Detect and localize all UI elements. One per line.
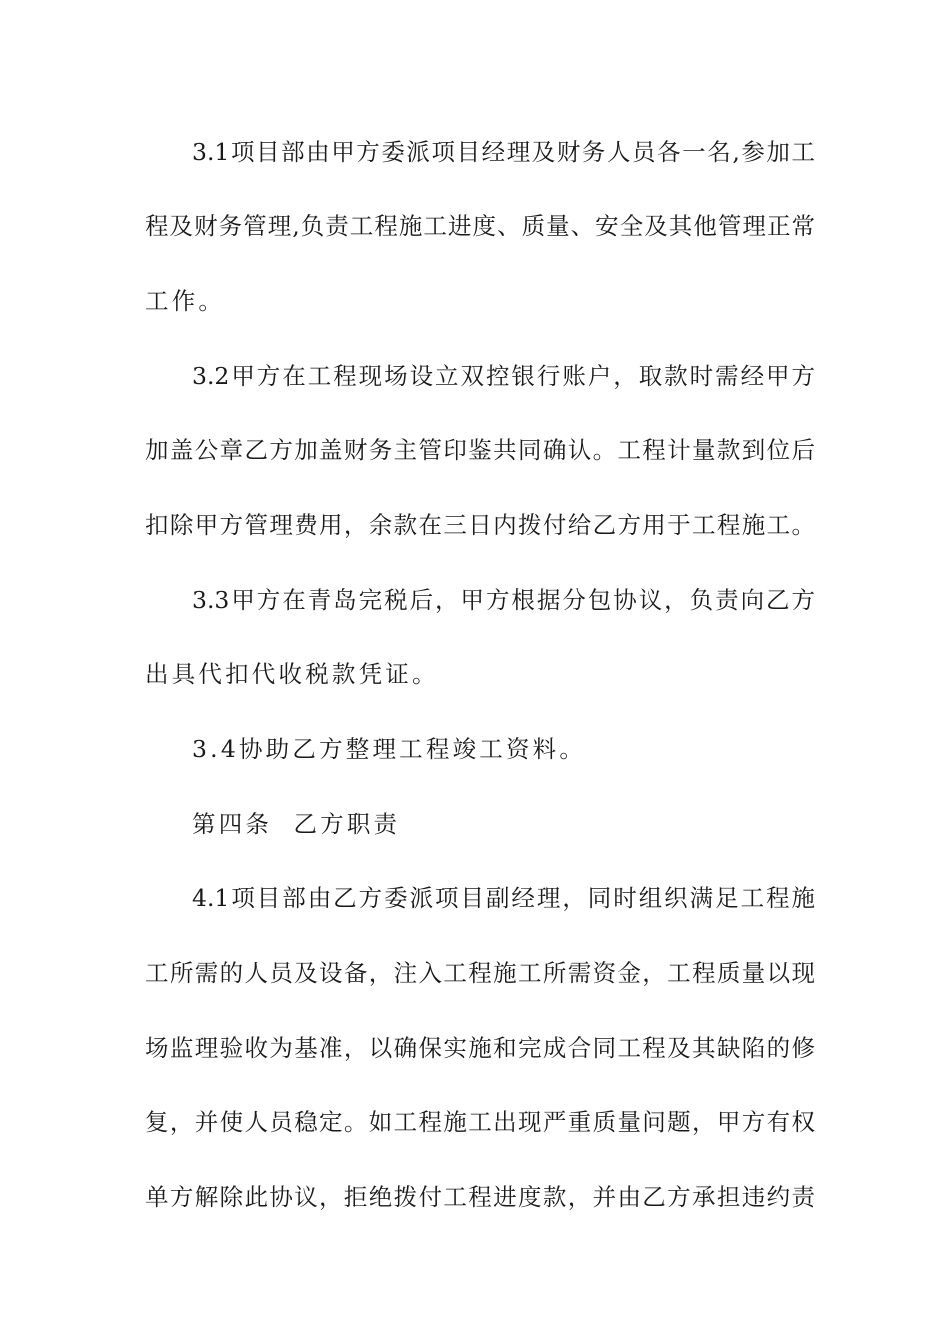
clause-3-2-line-2: 加盖公章乙方加盖财务主管印鉴共同确认。工程计量款到位后 bbox=[145, 436, 815, 464]
clause-3-3-line-2: 出具代扣代收税款凭证。 bbox=[145, 660, 439, 688]
clause-3-2-line-3: 扣除甲方管理费用，余款在三日内拨付给乙方用于工程施工。 bbox=[145, 511, 815, 539]
clause-3-1-line-2: 程及财务管理,负责工程施工进度、质量、安全及其他管理正常 bbox=[145, 212, 815, 240]
clause-3-2-line-1: 3.2甲方在工程现场设立双控银行账户，取款时需经甲方 bbox=[192, 362, 815, 390]
clause-3-1-line-3: 工作。 bbox=[145, 287, 226, 315]
clause-3-1-line-1: 3.1项目部由甲方委派项目经理及财务人员各一名,参加工 bbox=[192, 138, 815, 166]
clause-4-1-line-4: 复，并使人员稳定。如工程施工出现严重质量问题，甲方有权 bbox=[145, 1108, 815, 1136]
article-4-heading: 第四条 乙方职责 bbox=[192, 810, 401, 838]
clause-4-1-line-2: 工所需的人员及设备，注入工程施工所需资金，工程质量以现 bbox=[145, 959, 815, 987]
clause-3-4-line-1: 3.4协助乙方整理工程竣工资料。 bbox=[192, 735, 587, 763]
clause-4-1-line-5: 单方解除此协议，拒绝拨付工程进度款，并由乙方承担违约责 bbox=[145, 1183, 815, 1211]
clause-4-1-line-3: 场监理验收为基准，以确保实施和完成合同工程及其缺陷的修 bbox=[145, 1034, 815, 1062]
clause-3-3-line-1: 3.3甲方在青岛完税后，甲方根据分包协议，负责向乙方 bbox=[192, 586, 815, 614]
clause-4-1-line-1: 4.1项目部由乙方委派项目副经理，同时组织满足工程施 bbox=[192, 884, 815, 912]
